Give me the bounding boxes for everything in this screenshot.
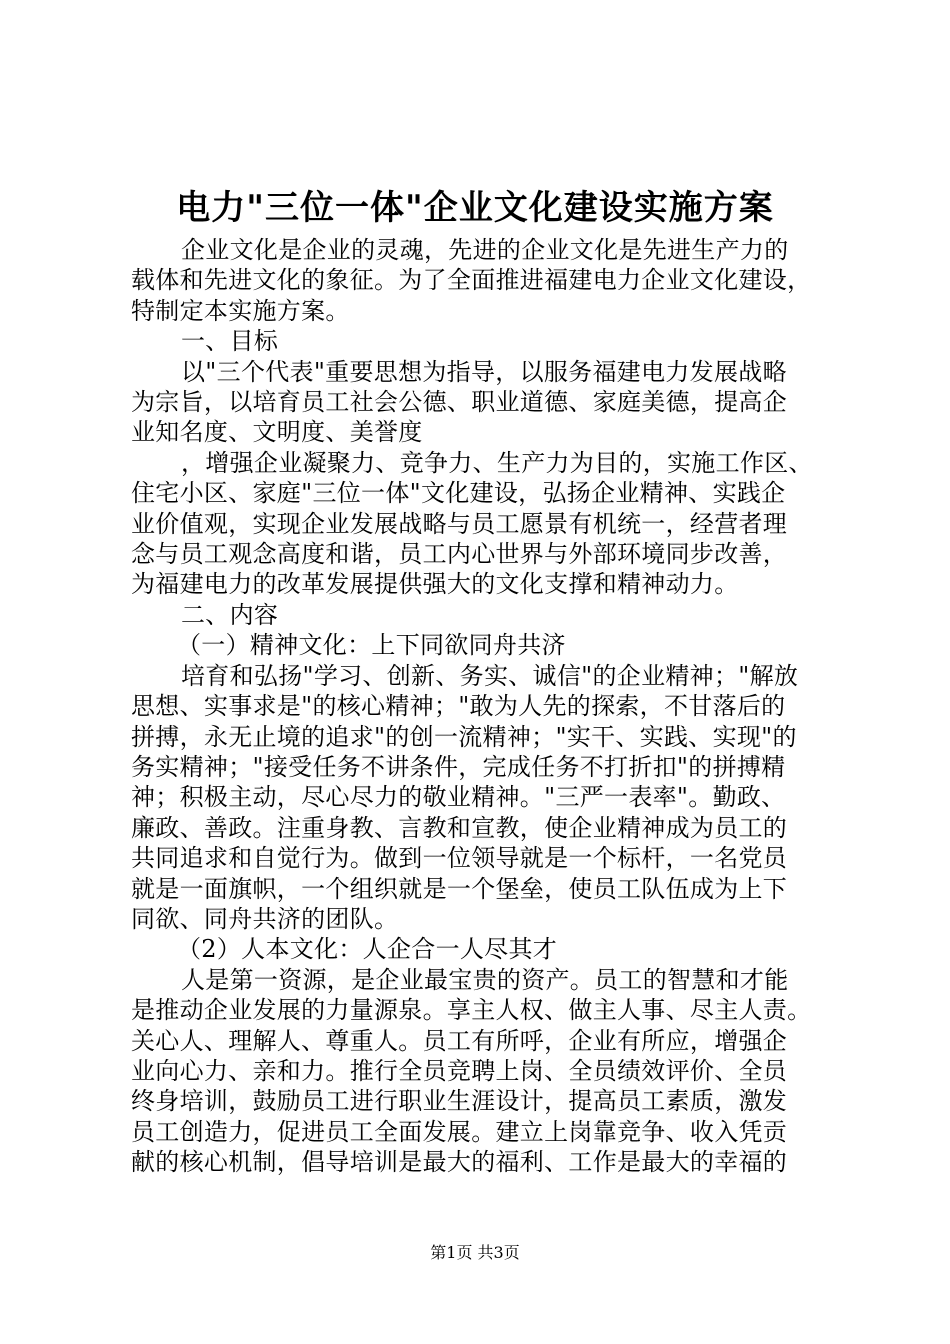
text-line: 员工创造力，促进员工全面发展。建立上岗靠竞争、收入凭贡 (131, 1117, 788, 1146)
text-line: 关心人、理解人、尊重人。员工有所呼，企业有所应，增强企 (131, 1026, 788, 1055)
text-line: 业知名度、文明度、美誉度 (131, 418, 423, 447)
text-line: 务实精神；"接受任务不讲条件，完成任务不打折扣"的拼搏精 (131, 752, 786, 781)
text-line: 共同追求和自觉行为。做到一位领导就是一个标杆，一名党员 (131, 844, 788, 873)
text-line: 以"三个代表"重要思想为指导，以服务福建电力发展战略 (181, 357, 787, 386)
text-line: 为宗旨，以培育员工社会公德、职业道德、家庭美德，提高企 (131, 388, 788, 417)
text-line: 拼搏，永无止境的追求"的创一流精神；"实干、实践、实现"的 (131, 722, 797, 751)
text-line: 献的核心机制，倡导培训是最大的福利、工作是最大的幸福的 (131, 1148, 788, 1177)
text-line: 业向心力、亲和力。推行全员竞聘上岗、全员绩效评价、全员 (131, 1056, 788, 1085)
text-line: 特制定本实施方案。 (131, 296, 350, 325)
text-line: ，增强企业凝聚力、竞争力、生产力为目的，实施工作区、 (181, 448, 813, 477)
document-body (131, 235, 831, 1178)
text-line: 念与员工观念高度和谐，员工内心世界与外部环境同步改善， (131, 540, 788, 569)
text-line: 载体和先进文化的象征。为了全面推进福建电力企业文化建设， (131, 266, 812, 295)
text-line: 神；积极主动，尽心尽力的敬业精神。"三严一表率"。勤政、 (131, 783, 786, 812)
text-line: 终身培训，鼓励员工进行职业生涯设计，提高员工素质，激发 (131, 1087, 788, 1116)
text-line: 就是一面旗帜，一个组织就是一个堡垒，使员工队伍成为上下 (131, 874, 788, 903)
text-line: 企业文化是企业的灵魂，先进的企业文化是先进生产力的 (181, 236, 789, 264)
text-line: 廉政、善政。注重身教、言教和宣教，使企业精神成为员工的 (131, 813, 788, 842)
page-number-footer: 第1页 共3页 (430, 1243, 520, 1262)
text-line: 住宅小区、家庭"三位一体"文化建设，弘扬企业精神、实践企 (131, 479, 786, 508)
text-line: 思想、实事求是"的核心精神；"敢为人先的探索，不甘落后的 (131, 692, 786, 721)
text-line: 人是第一资源，是企业最宝贵的资产。员工的智慧和才能 (181, 965, 789, 994)
section-heading: 一、目标 (181, 327, 279, 356)
text-line: 业价值观，实现企业发展战略与员工愿景有机统一，经营者理 (131, 509, 788, 538)
subsection-heading: （一）精神文化：上下同欲同舟共济 (177, 631, 566, 660)
text-line: 培育和弘扬"学习、创新、务实、诚信"的企业精神；"解放 (181, 661, 799, 690)
subsection-heading: （2）人本文化：人企合一人尽其才 (177, 935, 558, 964)
text-line: 是推动企业发展的力量源泉。享主人权、做主人事、尽主人责。 (131, 996, 812, 1025)
text-line: 为福建电力的改革发展提供强大的文化支撑和精神动力。 (131, 570, 739, 599)
section-heading: 二、内容 (181, 600, 279, 629)
text-line: 同欲、同舟共济的团队。 (131, 904, 399, 933)
document-title: 电力"三位一体"企业文化建设实施方案 (176, 188, 774, 228)
